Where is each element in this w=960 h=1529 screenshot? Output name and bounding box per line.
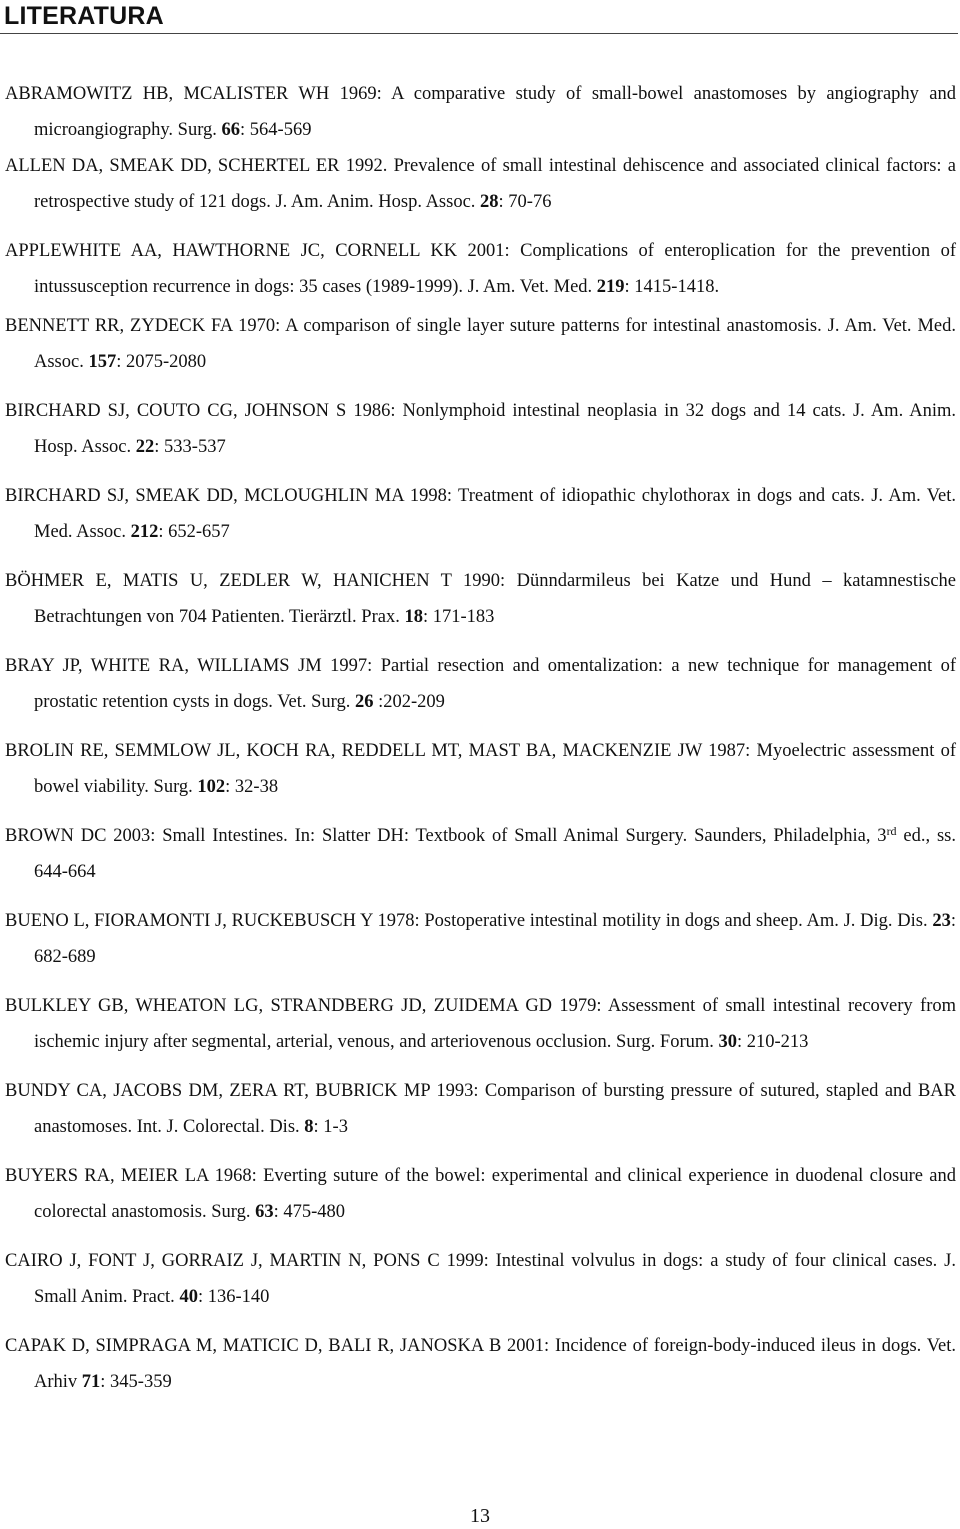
- reference-item: [5, 308, 956, 380]
- reference-item: [5, 1158, 956, 1230]
- reference-list: [5, 76, 956, 1413]
- reference-pages: : 564-569: [240, 120, 312, 140]
- reference-pages: :202-209: [373, 692, 445, 712]
- reference-volume: 157: [88, 352, 117, 372]
- reference-text: CAPAK D, SIMPRAGA M, MATICIC D, BALI R, JANOSKA B 2001: Incidence of foreign-body-induced ileus in dogs. Vet. Arhiv: [5, 1336, 956, 1392]
- reference-pages: : 1-3: [313, 1117, 348, 1137]
- reference-pages: : 533-537: [154, 437, 226, 457]
- reference-volume: 102: [197, 777, 226, 797]
- reference-text: CAIRO J, FONT J, GORRAIZ J, MARTIN N, PONS C 1999: Intestinal volvulus in dogs: a study of four clinical cases. J. Small Anim. Pract.: [5, 1251, 956, 1307]
- reference-text: BIRCHARD SJ, COUTO CG, JOHNSON S 1986: Nonlymphoid intestinal neoplasia in 32 dogs and 14 cats. J. Am. Anim. Hosp. Assoc.: [5, 401, 956, 457]
- reference-pages: : 70-76: [498, 192, 552, 212]
- reference-pages: : 32-38: [225, 777, 279, 797]
- reference-pages: : 171-183: [422, 607, 495, 627]
- reference-pages: : 652-657: [158, 522, 230, 542]
- reference-pages: : 210-213: [737, 1032, 809, 1052]
- reference-text: BÖHMER E, MATIS U, ZEDLER W, HANICHEN T 1990: Dünndarmileus bei Katze und Hund – katamnestische Betrachtungen von 704 Patienten. Tierärztl. Prax.: [5, 571, 956, 627]
- reference-volume: 63: [255, 1202, 274, 1222]
- page-title: LITERATURA: [4, 2, 164, 30]
- reference-pages: : 136-140: [197, 1287, 270, 1307]
- reference-text: BRAY JP, WHITE RA, WILLIAMS JM 1997: Partial resection and omentalization: a new technique for management of prostatic retention cysts in dogs. Vet. Surg.: [5, 656, 956, 712]
- reference-item: [5, 393, 956, 465]
- reference-item: [5, 76, 956, 148]
- reference-volume: 40: [179, 1287, 198, 1307]
- reference-superscript: rd: [886, 824, 897, 838]
- reference-item: [5, 233, 956, 305]
- reference-item: [5, 818, 956, 890]
- reference-item: [5, 1073, 956, 1145]
- reference-text: ALLEN DA, SMEAK DD, SCHERTEL ER 1992. Prevalence of small intestinal dehiscence and associated clinical factors: a retrospective study of 121 dogs. J. Am. Anim. Hosp. Assoc.: [5, 156, 956, 212]
- reference-item: [5, 148, 956, 220]
- reference-volume: 28: [480, 192, 499, 212]
- reference-text: APPLEWHITE AA, HAWTHORNE JC, CORNELL KK 2001: Complications of enteroplication for the prevention of intussusception recurrence in dogs: 35 cases (1989-1999). J. Am. Vet. Med.: [5, 241, 956, 297]
- reference-item: [5, 733, 956, 805]
- page-number: 13: [470, 1505, 490, 1527]
- reference-text: BUYERS RA, MEIER LA 1968: Everting suture of the bowel: experimental and clinical experience in duodenal closure and colorectal anastomosis. Surg.: [5, 1166, 956, 1222]
- reference-item: [5, 1243, 956, 1315]
- page-header: [0, 0, 958, 34]
- reference-item: [5, 563, 956, 635]
- reference-volume: 219: [596, 277, 625, 297]
- reference-pages: : 475-480: [273, 1202, 346, 1222]
- reference-text: BIRCHARD SJ, SMEAK DD, MCLOUGHLIN MA 1998: Treatment of idiopathic chylothorax in dogs and cats. J. Am. Vet. Med. Assoc.: [5, 486, 956, 542]
- reference-volume: 18: [404, 607, 423, 627]
- reference-volume: 30: [718, 1032, 737, 1052]
- reference-pages: ed., ss. 644-664: [34, 826, 956, 882]
- reference-item: [5, 988, 956, 1060]
- reference-volume: 26: [355, 692, 374, 712]
- reference-text: BUENO L, FIORAMONTI J, RUCKEBUSCH Y 1978: Postoperative intestinal motility in dogs and sheep. Am. J. Dig. Dis.: [5, 911, 933, 931]
- reference-text: BROLIN RE, SEMMLOW JL, KOCH RA, REDDELL MT, MAST BA, MACKENZIE JW 1987: Myoelectric assessment of bowel viability. Surg.: [5, 741, 956, 797]
- reference-volume: 71: [81, 1372, 101, 1392]
- reference-item: [5, 648, 956, 720]
- reference-text: BROWN DC 2003: Small Intestines. In: Slatter DH: Textbook of Small Animal Surgery. Saunders, Philadelphia, 3: [5, 826, 887, 846]
- reference-pages: : 682-689: [34, 911, 956, 967]
- reference-item: [5, 903, 956, 975]
- reference-volume: 23: [932, 911, 951, 931]
- reference-pages: : 1415-1418.: [624, 277, 720, 297]
- reference-item: [5, 478, 956, 550]
- reference-pages: : 2075-2080: [116, 352, 207, 372]
- reference-pages: : 345-359: [100, 1372, 172, 1392]
- reference-volume: 66: [221, 120, 241, 140]
- reference-text: ABRAMOWITZ HB, MCALISTER WH 1969: A comparative study of small-bowel anastomoses by angiography and microangiography. Surg.: [5, 84, 956, 140]
- reference-item: [5, 1328, 956, 1400]
- reference-text: BENNETT RR, ZYDECK FA 1970: A comparison of single layer suture patterns for intestinal anastomosis. J. Am. Vet. Med. Assoc.: [5, 316, 956, 372]
- reference-text: BUNDY CA, JACOBS DM, ZERA RT, BUBRICK MP 1993: Comparison of bursting pressure of sutured, stapled and BAR anastomoses. Int. J. Colorectal. Dis.: [5, 1081, 956, 1137]
- reference-volume: 212: [130, 522, 159, 542]
- reference-volume: 8: [304, 1117, 314, 1137]
- reference-text: BULKLEY GB, WHEATON LG, STRANDBERG JD, ZUIDEMA GD 1979: Assessment of small intestinal recovery from ischemic injury after segmental, arterial, venous, and arteriovenous occlusion. Surg. Forum.: [5, 996, 956, 1052]
- reference-volume: 22: [135, 437, 155, 457]
